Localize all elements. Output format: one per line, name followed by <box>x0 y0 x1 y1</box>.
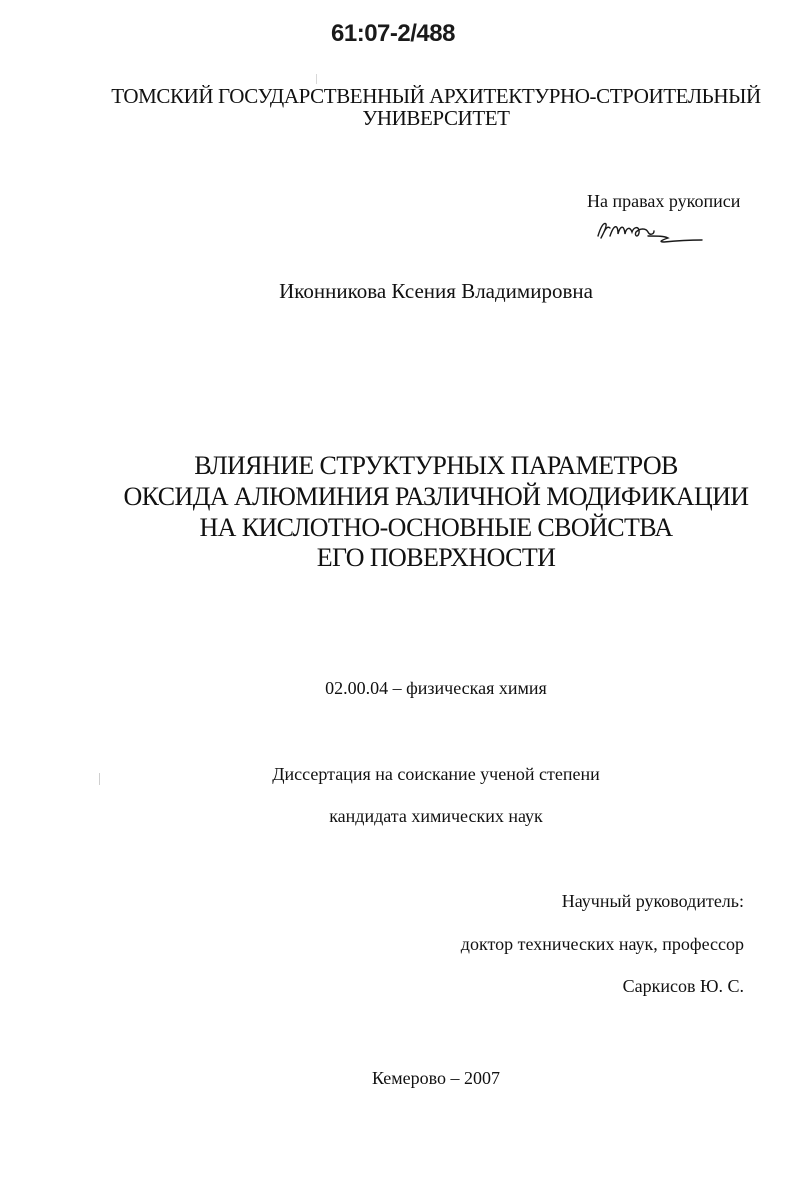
specialty-code: 02.00.04 – физическая химия <box>325 678 547 698</box>
handwritten-signature <box>592 214 704 248</box>
thesis-title-line-2: ОКСИДА АЛЮМИНИЯ РАЗЛИЧНОЙ МОДИФИКАЦИИ <box>123 482 749 511</box>
thesis-title-line-4: ЕГО ПОВЕРХНОСТИ <box>316 543 556 572</box>
rights-note: На правах рукописи <box>587 191 741 211</box>
archive-stamp: 61:07-2/488 <box>331 20 455 47</box>
author-name: Иконникова Ксения Владимировна <box>279 279 593 303</box>
degree-line-2: кандидата химических наук <box>329 806 543 826</box>
thesis-title-line-1: ВЛИЯНИЕ СТРУКТУРНЫХ ПАРАМЕТРОВ <box>194 451 678 480</box>
thesis-title-line-3: НА КИСЛОТНО-ОСНОВНЫЕ СВОЙСТВА <box>199 513 673 542</box>
organization-line-2: УНИВЕРСИТЕТ <box>362 106 510 130</box>
advisor-name: Саркисов Ю. С. <box>622 976 744 996</box>
advisor-credentials: доктор технических наук, профессор <box>460 934 744 954</box>
advisor-heading: Научный руководитель: <box>561 891 744 911</box>
place-and-year: Кемерово – 2007 <box>371 1068 501 1088</box>
degree-line-1: Диссертация на соискание ученой степени <box>272 764 600 784</box>
organization-line-1: ТОМСКИЙ ГОСУДАРСТВЕННЫЙ АРХИТЕКТУРНО-СТРОИТЕЛЬНЫЙ <box>111 84 761 108</box>
scan-artifact <box>316 74 317 84</box>
